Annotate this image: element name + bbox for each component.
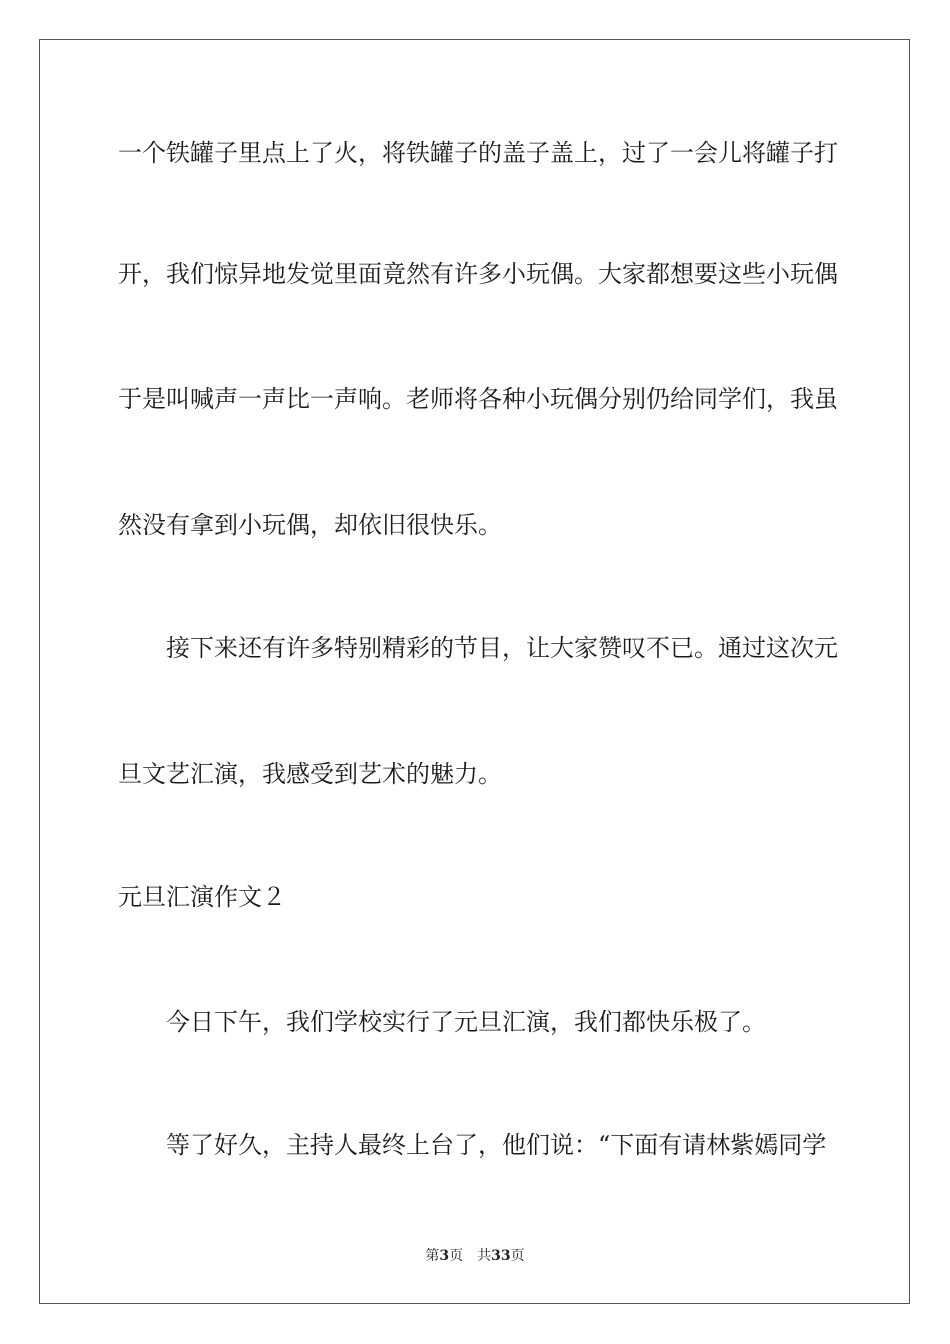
footer-total-suffix: 页 (510, 1248, 525, 1264)
footer-page-suffix: 页 (449, 1248, 464, 1264)
section-heading: 元旦汇演作文２ (118, 883, 286, 911)
page-border (39, 39, 910, 1304)
body-text-line: 一个铁罐子里点上了火，将铁罐子的盖子盖上，过了一会儿将罐子打 (118, 139, 838, 167)
body-text-line: 今日下午，我们学校实行了元旦汇演，我们都快乐极了。 (166, 1008, 766, 1036)
body-text-line: 接下来还有许多特别精彩的节目，让大家赞叹不已。通过这次元 (166, 634, 838, 662)
footer-page-prefix: 第 (425, 1248, 440, 1264)
body-text-line: 于是叫喊声一声比一声响。老师将各种小玩偶分别仍给同学们，我虽 (118, 385, 838, 413)
body-text-line: 开，我们惊异地发觉里面竟然有许多小玩偶。大家都想要这些小玩偶 (118, 260, 838, 288)
page-footer (0, 1246, 950, 1266)
footer-page-number: 3 (439, 1248, 450, 1264)
footer-total-pages: 33 (491, 1248, 511, 1264)
footer-total-prefix: 共 (477, 1248, 492, 1264)
body-text-line: 然没有拿到小玩偶，却依旧很快乐。 (118, 511, 502, 539)
body-text-line: 旦文艺汇演，我感受到艺术的魅力。 (118, 760, 502, 788)
body-text-line: 等了好久，主持人最终上台了，他们说：“下面有请林紫嫣同学 (166, 1131, 827, 1159)
